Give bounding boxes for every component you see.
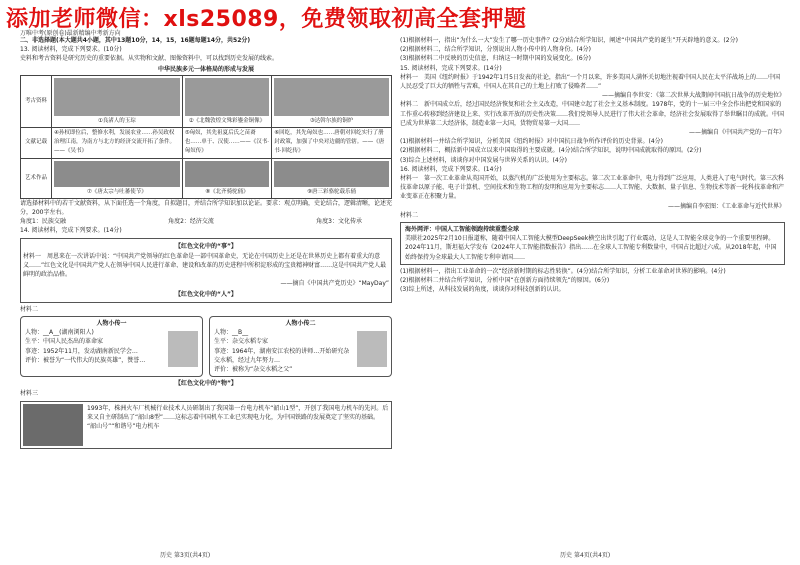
footer-right (560, 550, 610, 559)
news-box (400, 222, 785, 265)
card-line: 生平：杂交水稻专家 (214, 338, 269, 346)
table-row (21, 158, 392, 198)
q15-task: (3)综合上述材料，谈谈你对中国发展与世界关系的认识。(4分) (400, 156, 567, 164)
option: 角度1：民族交融 (20, 218, 66, 226)
news-title: 海外网评：中国人工智能领跑持续重塑全球 (405, 226, 520, 234)
header-note: 万唯中考(原创卷)最新精编中考新方向 (20, 30, 121, 37)
q14-sub-title: 【红色文化中的“事”】 (175, 242, 237, 250)
q14-material-1: 材料一 周恩来在一次讲话中说：“中国共产党领导的红色革命是一部中国革命史，无论在中国历史上还是在世界历史上都有着重大的意义……”红色文化是中国共产党人在领导中国人民进行革命、建设和改革的历史进程中所积淀形成的宝贵精神财富……这是中国共产党人最鲜明的政治品格。 (23, 252, 387, 279)
q14-material-3-box (20, 401, 392, 449)
left-page (20, 36, 392, 451)
option: 角度3：文化传承 (316, 218, 362, 226)
q15-material-2-source: ——摘编自《中国共产党的一百年》 (688, 129, 785, 137)
q14-material-1-source: ——摘自《中国共产党历史》“MayDay” (280, 280, 389, 288)
card-line: 生平：中国人民杰出的革命家 (25, 338, 104, 346)
portrait-image (168, 331, 198, 367)
portrait-image (357, 331, 387, 367)
art-cell (52, 158, 183, 198)
q15-task: (2)根据材料二，概括新中国成立以来中国取得的主要成就。(4分)结合所学知识，说明中国成就取得的原因。(2分) (400, 147, 702, 155)
doc-cell: ④孙权即位后，整修水利，发展农业……孙吴政权治理江南，为南方与北方的经济交流开拓了条件。——《吴书》 (52, 128, 183, 159)
table-row (21, 75, 392, 127)
q13-task: 请选择材料中的若干文献资料，从下面任选一个角度，自拟题目，并结合所学知识加以论证。要求：观点明确，史论结合，逻辑清晰，论述充分，200字左右。 (20, 199, 393, 217)
biography-card-1 (20, 316, 203, 377)
caption: ⑦《唐太宗与吐蕃使节》 (86, 188, 147, 195)
footer-subject: 历史 (560, 552, 573, 559)
q15-material-1-source: ——摘编自李世安：《第二次世界大战期间中国抗日战争的历史地位》 (601, 92, 785, 100)
artifact-image (274, 78, 389, 116)
row-label: 文献记载 (21, 128, 52, 159)
footer-page: 第3页(共4页) (173, 552, 211, 559)
biography-card-2 (209, 316, 392, 377)
q14-material-1-box (20, 238, 392, 303)
q14-material-3-caption: “韶山号”“和谐号”电力机车 (87, 423, 160, 431)
q14-task: (3)根据材料二中反映的历史信息，归纳这一时期中国的发展变化。(6分) (400, 55, 591, 63)
archaeo-cell (272, 75, 392, 127)
q14-material-3-label: 材料三 (20, 390, 39, 398)
biography-cards (20, 316, 392, 377)
doc-cell: ⑥回纥，其先匈奴也……唐朝对回纥实行了册封政策，加强了中央对边疆的管辖。——《唐书·回纥传》 (272, 128, 392, 159)
q13-table-title: 中华民族多元一体格局的形成与发展 (157, 65, 254, 73)
artifact-image (54, 78, 180, 116)
caption: ⑧《北齐骑驼俑》 (205, 188, 249, 195)
card-title: 人物小传二 (285, 320, 316, 328)
right-page (400, 36, 785, 294)
card-line: 人物：__A__(湖南浏阳人) (25, 329, 94, 337)
watermark: 添加老师微信：xls25089，免费领取初高全套押题 (6, 7, 527, 32)
q14-task: (1)根据材料一，指出“为什么一大”发生了哪一历史事件？(2分)结合所学知识，阐述“中国共产党的诞生”开天辟地的意义。(2分) (400, 37, 738, 44)
table-row (21, 128, 392, 159)
q16-material-2-label: 材料二 (400, 211, 419, 219)
card-line: 评价：被誉为“一代伟大的民族英雄”，赞誉… (25, 356, 146, 364)
q16-title: 16. 阅读材料，完成下列要求。(14分) (400, 165, 502, 173)
archaeo-cell (182, 75, 272, 127)
q13-table (20, 75, 392, 199)
q15-task: (1)根据材料一并结合所学知识，分析美国《纽约时报》对中国抗日战争所作评价的历史背景。(4分) (400, 138, 663, 146)
q15-material-1: 材料一 美国《纽约时报》于1942年1月5日发表的社论，指出“一个月以来，许多美国人满怀关切地注视着中国人民在太平洋战场上的……中国人民忍受了巨大的牺牲与苦难，中国人在其自己的土地上打败了侵略者……” (400, 73, 781, 91)
q13-title: 13. 阅读材料，完成下列要求。(10分) (20, 46, 122, 54)
q16-material-1-source: ——摘编自李宏图：《工业革命与近代世界》 (667, 202, 785, 210)
footer-page: 第4页(共4页) (573, 552, 611, 559)
card-line: 评价：被称为“杂交水稻之父” (214, 366, 293, 374)
card-line: 事迹：1952年11月，发动湖南新民学会… (25, 347, 138, 355)
locomotive-photo (23, 404, 83, 446)
caption: ①良渚人的玉琮 (97, 117, 136, 124)
footer-left (160, 550, 210, 559)
caption: ③达斡尔族的铜炉 (309, 117, 354, 124)
option: 角度2：经济交流 (168, 218, 214, 226)
q14-title: 14. 阅读材料，完成下列要求。(14分) (20, 227, 122, 235)
q14-material-2-label: 材料二 (20, 305, 39, 313)
footer-subject: 历史 (160, 552, 173, 559)
artwork-image (185, 161, 270, 187)
card-title: 人物小传一 (96, 320, 127, 328)
q13-intro: 史料和考古资料是研究历史的重要依据。从实物和文献、图像资料中，可以找到历史发展的线索。 (20, 55, 279, 63)
card-line: 人物：__B__ (214, 329, 249, 337)
artwork-image (54, 161, 180, 187)
q14-sub-title: 【红色文化中的“人”】 (175, 290, 237, 298)
caption: ⑨唐三彩骆驼载乐俑 (307, 188, 357, 195)
artwork-image (274, 161, 389, 187)
news-text: 美联社2025年2月10日报道称，随着中国人工智能大模型DeepSeek横空出世引起了行业震动，这是人工智能全球竞争的一个重要里程碑。2024年11月，斯坦福大学发布《2024年人工智能指数报告》指出……在全球人工智能专利数量中，中国占比超过六成。从2018年起，中国始终保持为全球最大人工智能专利申请国…… (405, 235, 777, 261)
q16-material-1: 材料一 第一次工业革命从英国开始，以蒸汽机的广泛使用为主要标志。第二次工业革命中，电力得到广泛应用，人类进入了电气时代。第三次科技革命以原子能、电子计算机、空间技术和生物工程的发明和应用为主要标志……人工智能、大数据、量子信息、生物技术等新一轮科技革命和产业变革正在积聚力量。 (400, 175, 785, 201)
art-cell (182, 158, 272, 198)
q14-task: (2)根据材料二，结合所学知识，分别说出人物小传中的人物身份。(4分) (400, 46, 591, 54)
caption: ②《北魏敦煌文殊彩鎏金铜像》 (188, 117, 266, 124)
q15-material-2: 材料二 新中国成立后，经过国民经济恢复和社会主义改造，中国建立起了社会主义基本制度。1978年，党的十一届三中全会作出把党和国家的工作重心转移到经济建设上来、实行改革开放的历史性决策……我们党领导人民进行了伟大社会革命，经济社会发展取得了举世瞩目的成就。中国已成为世界第二大经济体，制造业第一大国，货物贸易第一大国…… (400, 101, 785, 127)
q14-material-3: 1993年，株洲火车厂机械行业技术人员研制出了我国第一台电力机车“韶山1型”，开创了我国电力机车的先河。后来又自主研制出了“韶山8型”……这标志着中国机车工业已实现电力化，为中国铁路的发展奠定了坚实的基础。 (87, 404, 389, 421)
artifact-image (185, 78, 270, 116)
q15-title: 15. 阅读材料，完成下列要求。(14分) (400, 64, 502, 72)
q13-options (20, 217, 392, 226)
doc-cell: ⑤匈奴，其先祖夏后氏之苗裔也……单于、汉使……——《汉书·匈奴传》 (182, 128, 272, 159)
section-title: 二、非选择题(本大题共4小题，其中13题10分，14，15，16题每题14分，共52分) (20, 37, 251, 44)
row-label: 考古资料 (21, 75, 52, 127)
q14-sub-title: 【红色文化中的“物”】 (175, 380, 237, 388)
q16-task: (2)根据材料二并结合所学知识，分析中国“在创新方面持续领先”的原因。(6分) (400, 277, 610, 285)
q16-task: (3)综上所述，从科技发展的角度，谈谈你对科技创新的认识。 (400, 286, 565, 294)
row-label: 艺术作品 (21, 158, 52, 198)
archaeo-cell (52, 75, 183, 127)
q16-task: (1)根据材料一，指出工业革命的一次“经济新时期的标志性转换”。(4分)结合所学知识，分析工业革命对世界的影响。(4分) (400, 267, 726, 275)
card-line: 事迹：1964年，湖南安江农校的讲师…开始研究杂交水稻，经过九年努力… (214, 347, 350, 364)
art-cell (272, 158, 392, 198)
